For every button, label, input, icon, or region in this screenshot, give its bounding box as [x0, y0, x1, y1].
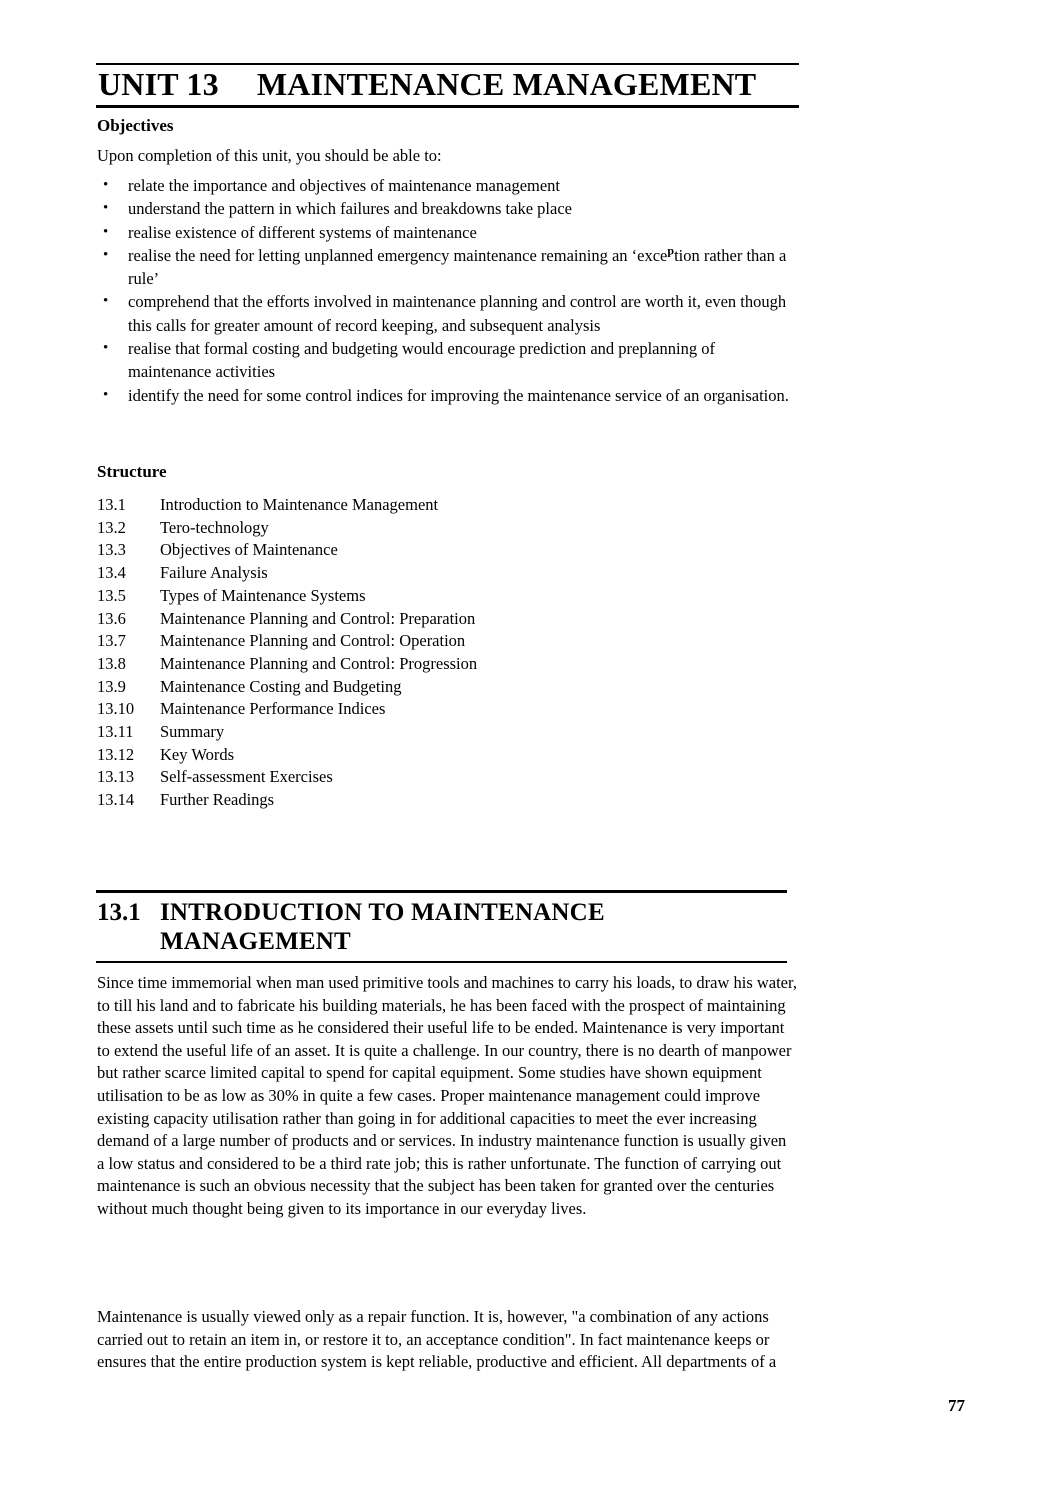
- bullet-icon: •: [103, 177, 109, 193]
- unit-number: UNIT 13: [98, 66, 219, 102]
- structure-item-number: 13.2: [97, 517, 126, 537]
- objective-item: [97, 337, 797, 384]
- unit-title-banner: [96, 63, 799, 108]
- bullet-icon: •: [103, 200, 109, 217]
- structure-item-label: Self-assessment Exercises: [160, 767, 333, 787]
- structure-item-label: Tero-technology: [160, 517, 269, 537]
- objective-text: understand the pattern in which failures and breakdowns take place: [128, 199, 572, 219]
- objective-text: relate the importance and objectives of maintenance management: [128, 176, 561, 195]
- structure-item-number: 13.9: [97, 676, 126, 696]
- structure-item-number: 13.6: [97, 608, 126, 628]
- structure-item-number: 13.11: [97, 722, 134, 742]
- structure-item: [97, 721, 797, 744]
- objective-text: comprehend that the efforts involved in maintenance planning and control are worth it, even though this calls for greater amount of record keeping, and subsequent analysis: [128, 292, 787, 335]
- objective-item: [97, 384, 797, 407]
- section-number: 13.1: [97, 899, 141, 926]
- page-number: 77: [948, 1396, 965, 1415]
- objective-text: realise the need for letting unplanned emergency maintenance remaining an ‘exce$^p$tion rather than a rule’: [128, 243, 787, 289]
- structure-item-label: Failure Analysis: [160, 563, 268, 583]
- structure-heading: Structure: [97, 462, 167, 481]
- structure-item: [97, 698, 797, 721]
- structure-item-number: 13.8: [97, 653, 126, 673]
- objective-item: [97, 290, 797, 337]
- objective-text: identify the need for some control indices for improving the maintenance service of an organisation.: [128, 385, 789, 405]
- bullet-icon: •: [103, 386, 109, 403]
- structure-item-label: Further Readings: [160, 790, 275, 810]
- objectives-intro: Upon completion of this unit, you should be able to:: [97, 146, 442, 165]
- objective-item: [97, 221, 797, 244]
- unit-title-text: MAINTENANCE MANAGEMENT: [256, 66, 757, 102]
- structure-item-number: 13.5: [97, 585, 126, 605]
- structure-item-number: 13.13: [97, 767, 135, 787]
- structure-item: [97, 539, 797, 562]
- structure-item-label: Maintenance Costing and Budgeting: [160, 676, 402, 696]
- structure-item-label: Maintenance Planning and Control: Progression: [160, 653, 478, 673]
- structure-item-label: Introduction to Maintenance Management: [160, 495, 439, 514]
- structure-item-number: 13.12: [97, 744, 135, 764]
- structure-item: [97, 517, 797, 540]
- structure-item: [97, 494, 797, 517]
- structure-item: [97, 653, 797, 676]
- structure-item: [97, 766, 797, 789]
- bullet-icon: •: [103, 293, 109, 310]
- structure-item: [97, 630, 797, 653]
- structure-list: [97, 494, 797, 812]
- structure-item-number: 13.4: [97, 563, 126, 583]
- structure-item-label: Maintenance Performance Indices: [160, 699, 386, 719]
- structure-item: [97, 562, 797, 585]
- structure-item-label: Key Words: [160, 744, 234, 764]
- objective-text: realise existence of different systems of maintenance: [128, 222, 477, 242]
- structure-item: [97, 676, 797, 699]
- objectives-heading: Objectives: [97, 116, 174, 135]
- structure-item-number: 13.14: [97, 790, 135, 810]
- objective-item: [97, 197, 797, 220]
- structure-item-label: Maintenance Planning and Control: Operation: [160, 631, 466, 651]
- body-paragraph: Since time immemorial when man used primitive tools and machines to carry his loads, to draw his water, to till his land and to fabricate his building materials, he has been faced with the prospect of maintaining these assets until such time as he considered their useful life to be ended. Maintenance is very important to extend the useful life of an asset. It is quite a challenge. In our country, there is no dearth of manpower but rather scarce limited capital to spend for capital equipment. Some studies have shown equipment utilisation to be as low as 30% in quite a few cases. Proper maintenance management could improve existing capacity utilisation rather than going in for additional capacities to meet the ever increasing demand of a large number of products and or services. In industry maintenance function is usually given a low status and considered to be a third rate job; this is rather unfortunate. The function of carrying out maintenance is such an obvious necessity that the subject has been taken for granted over the centuries without much thought being given to its importance in our everyday lives.: [97, 973, 797, 1218]
- objective-item: [97, 244, 797, 291]
- objective-text: realise that formal costing and budgeting would encourage prediction and preplanning of maintenance activities: [128, 339, 715, 382]
- section-title: INTRODUCTION TO MAINTENANCE MANAGEMENT: [160, 899, 605, 955]
- structure-item: [97, 789, 797, 812]
- structure-item: [97, 744, 797, 767]
- structure-item-number: 13.3: [97, 540, 126, 560]
- structure-item-label: Summary: [160, 722, 225, 742]
- structure-item-number: 13.7: [97, 631, 126, 651]
- structure-item-label: Maintenance Planning and Control: Preparation: [160, 608, 476, 628]
- section-heading-banner: [96, 890, 787, 963]
- bullet-icon: •: [103, 340, 109, 357]
- objective-item: [97, 174, 797, 197]
- structure-item: [97, 608, 797, 631]
- structure-item: [97, 585, 797, 608]
- structure-item-label: Types of Maintenance Systems: [160, 585, 366, 605]
- bullet-icon: •: [103, 246, 109, 263]
- structure-item-number: 13.10: [97, 699, 135, 719]
- objectives-list: [97, 174, 797, 407]
- structure-item-number: 13.1: [97, 495, 126, 514]
- bullet-icon: •: [103, 223, 109, 240]
- structure-item-label: Objectives of Maintenance: [160, 540, 338, 560]
- unit-title: [98, 67, 799, 101]
- body-paragraph: Maintenance is usually viewed only as a repair function. It is, however, "a combination of any actions carried out to retain an item in, or restore it to, an acceptance condition". In fact maintenance keeps or ensures that the entire production system is kept reliable, productive and efficient. All departments of a: [97, 1307, 777, 1372]
